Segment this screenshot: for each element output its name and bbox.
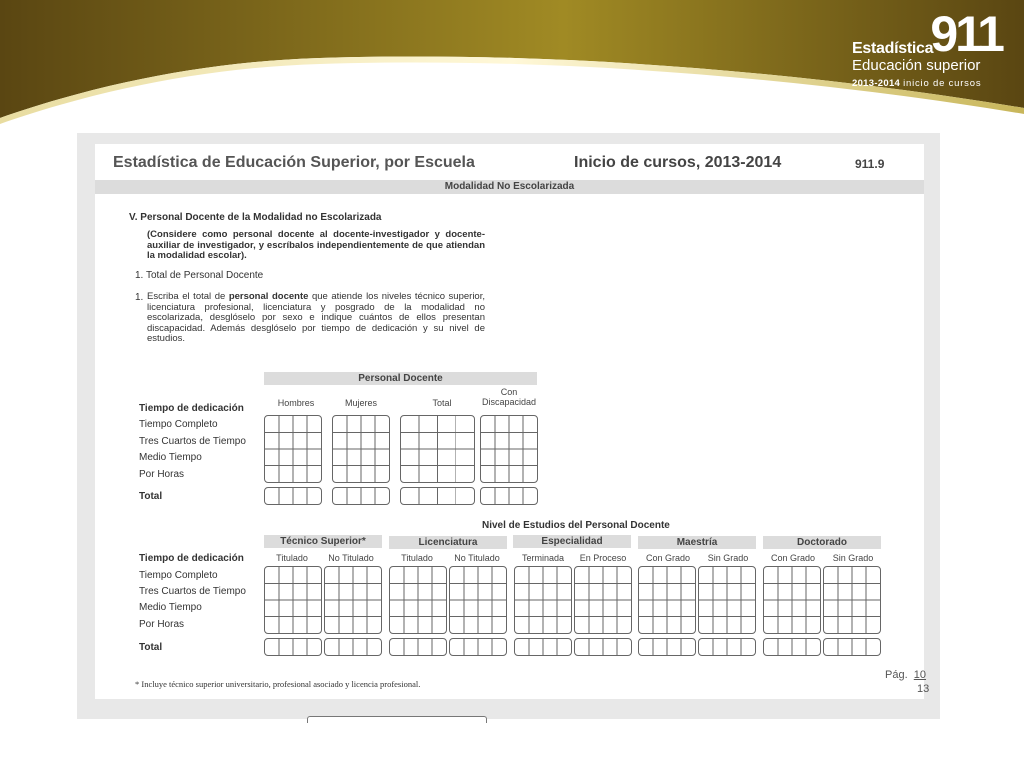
document-frame bbox=[77, 133, 940, 719]
pagination-current-number: 10 bbox=[913, 669, 927, 681]
table2-row-1: Tiempo Completo bbox=[139, 570, 218, 581]
table2-col-doc-singrado: Sin Grado bbox=[832, 553, 874, 563]
table2-col-esp-enproceso: En Proceso bbox=[579, 553, 627, 563]
table2-group-maestria: Maestría bbox=[638, 536, 756, 549]
table2-input-lic-titulado[interactable] bbox=[389, 566, 447, 634]
table2-row-2: Tres Cuartos de Tiempo bbox=[139, 586, 246, 597]
item-number: 1. bbox=[135, 292, 144, 303]
table1-total-label: Total bbox=[139, 491, 163, 502]
instructions-text-2: que atiende los niveles técnico superior, licenciatura profesional, licenciatura y posgrado de la modalidad no escolarizada, desglóselo por sexo e indique cuántos de ellos presentan discapacidad. Además desglóselo por tiempo de dedicación y su nivel de estudios. bbox=[147, 291, 485, 344]
table1-input-discapacidad[interactable] bbox=[480, 415, 538, 483]
brand-inicio: inicio de cursos bbox=[903, 78, 982, 89]
table1-col-mujeres: Mujeres bbox=[344, 398, 377, 408]
table1-input-mujeres[interactable] bbox=[332, 415, 390, 483]
instructions-text-1: Escriba el total de bbox=[147, 291, 229, 302]
table2-total-tec-titulado[interactable] bbox=[264, 638, 322, 656]
table2-col-mae-congrado: Con Grado bbox=[645, 553, 691, 563]
table2-col-tec-titulado: Titulado bbox=[276, 553, 308, 563]
table2-total-tec-notitulado[interactable] bbox=[324, 638, 382, 656]
brand-year-line bbox=[852, 78, 981, 89]
table2-input-esp-terminada[interactable] bbox=[514, 566, 572, 634]
footnote: * Incluye técnico superior universitario, profesional asociado y licencia profesional. bbox=[135, 679, 421, 689]
table2-group-doctorado: Doctorado bbox=[763, 536, 881, 549]
modality-bar: Modalidad No Escolarizada bbox=[95, 180, 924, 194]
table2-input-doc-singrado[interactable] bbox=[823, 566, 881, 634]
instructions-bold: personal docente bbox=[228, 291, 309, 302]
brand-logo bbox=[852, 6, 1002, 89]
table1-row-3: Medio Tiempo bbox=[139, 452, 202, 463]
table2-col-lic-notitulado: No Titulado bbox=[454, 553, 500, 563]
table1-row-2: Tres Cuartos de Tiempo bbox=[139, 436, 246, 447]
table2-group-licenciatura: Licenciatura bbox=[389, 536, 507, 549]
table1-total-total[interactable] bbox=[400, 487, 475, 505]
table2-row-3: Medio Tiempo bbox=[139, 602, 202, 613]
table1-input-hombres[interactable] bbox=[264, 415, 322, 483]
table2-total-esp-terminada[interactable] bbox=[514, 638, 572, 656]
instructions bbox=[147, 292, 485, 345]
table2-total-label: Total bbox=[139, 642, 163, 653]
table2-input-esp-enproceso[interactable] bbox=[574, 566, 632, 634]
table1-total-mujeres[interactable] bbox=[332, 487, 390, 505]
table2-total-doc-singrado[interactable] bbox=[823, 638, 881, 656]
table1-row-4: Por Horas bbox=[139, 469, 185, 480]
table1-total-hombres[interactable] bbox=[264, 487, 322, 505]
table2-group-tecnico: Técnico Superior* bbox=[264, 535, 382, 548]
pagination-total: 13 bbox=[917, 683, 930, 695]
table2-col-doc-congrado: Con Grado bbox=[770, 553, 816, 563]
table1-col-hombres: Hombres bbox=[277, 398, 315, 408]
table1-input-total[interactable] bbox=[400, 415, 475, 483]
pagination-current bbox=[885, 669, 926, 681]
pagination-label: Pág. bbox=[885, 669, 908, 681]
table2-row-header: Tiempo de dedicación bbox=[139, 553, 244, 564]
table2-title: Nivel de Estudios del Personal Docente bbox=[482, 520, 670, 531]
section-note: (Considere como personal docente al docente-investigador y docente-auxiliar de investigador, y escríbalos independientemente de que atiendan la modalidad escolar). bbox=[147, 229, 485, 261]
table2-total-mae-congrado[interactable] bbox=[638, 638, 696, 656]
table2-input-tec-notitulado[interactable] bbox=[324, 566, 382, 634]
table2-col-esp-terminada: Terminada bbox=[521, 553, 565, 563]
table2-input-doc-congrado[interactable] bbox=[763, 566, 821, 634]
table2-total-doc-congrado[interactable] bbox=[763, 638, 821, 656]
table1-total-discapacidad[interactable] bbox=[480, 487, 538, 505]
table2-input-mae-congrado[interactable] bbox=[638, 566, 696, 634]
table1-col-discapacidad: Con Discapacidad bbox=[481, 387, 537, 407]
table1-row-header: Tiempo de dedicación bbox=[139, 403, 244, 414]
scroll-tab[interactable] bbox=[307, 716, 487, 723]
table2-total-lic-notitulado[interactable] bbox=[449, 638, 507, 656]
table2-col-lic-titulado: Titulado bbox=[401, 553, 433, 563]
form-title: Estadística de Educación Superior, por Escuela bbox=[113, 154, 475, 171]
section-title: V. Personal Docente de la Modalidad no Escolarizada bbox=[129, 212, 382, 223]
form-code: 911.9 bbox=[855, 157, 885, 171]
table2-group-especialidad: Especialidad bbox=[513, 535, 631, 548]
table2-input-mae-singrado[interactable] bbox=[698, 566, 756, 634]
table2-input-lic-notitulado[interactable] bbox=[449, 566, 507, 634]
table2-col-tec-notitulado: No Titulado bbox=[328, 553, 374, 563]
table2-total-esp-enproceso[interactable] bbox=[574, 638, 632, 656]
table2-input-tec-titulado[interactable] bbox=[264, 566, 322, 634]
table1-group-header: Personal Docente bbox=[264, 372, 537, 385]
brand-educacion: Educación superior bbox=[852, 57, 981, 74]
form-cycle: Inicio de cursos, 2013-2014 bbox=[574, 154, 782, 171]
table1-col-total: Total bbox=[432, 398, 452, 408]
table2-total-mae-singrado[interactable] bbox=[698, 638, 756, 656]
table2-row-4: Por Horas bbox=[139, 619, 185, 630]
brand-year: 2013-2014 bbox=[852, 78, 901, 89]
brand-911: 911 bbox=[930, 6, 1002, 62]
table1-row-1: Tiempo Completo bbox=[139, 419, 218, 430]
form-header bbox=[95, 144, 924, 181]
form-sheet bbox=[95, 144, 930, 699]
item-title: 1. Total de Personal Docente bbox=[135, 270, 264, 281]
table2-total-lic-titulado[interactable] bbox=[389, 638, 447, 656]
brand-estadistica: Estadística bbox=[852, 40, 934, 57]
table2-col-mae-singrado: Sin Grado bbox=[707, 553, 749, 563]
